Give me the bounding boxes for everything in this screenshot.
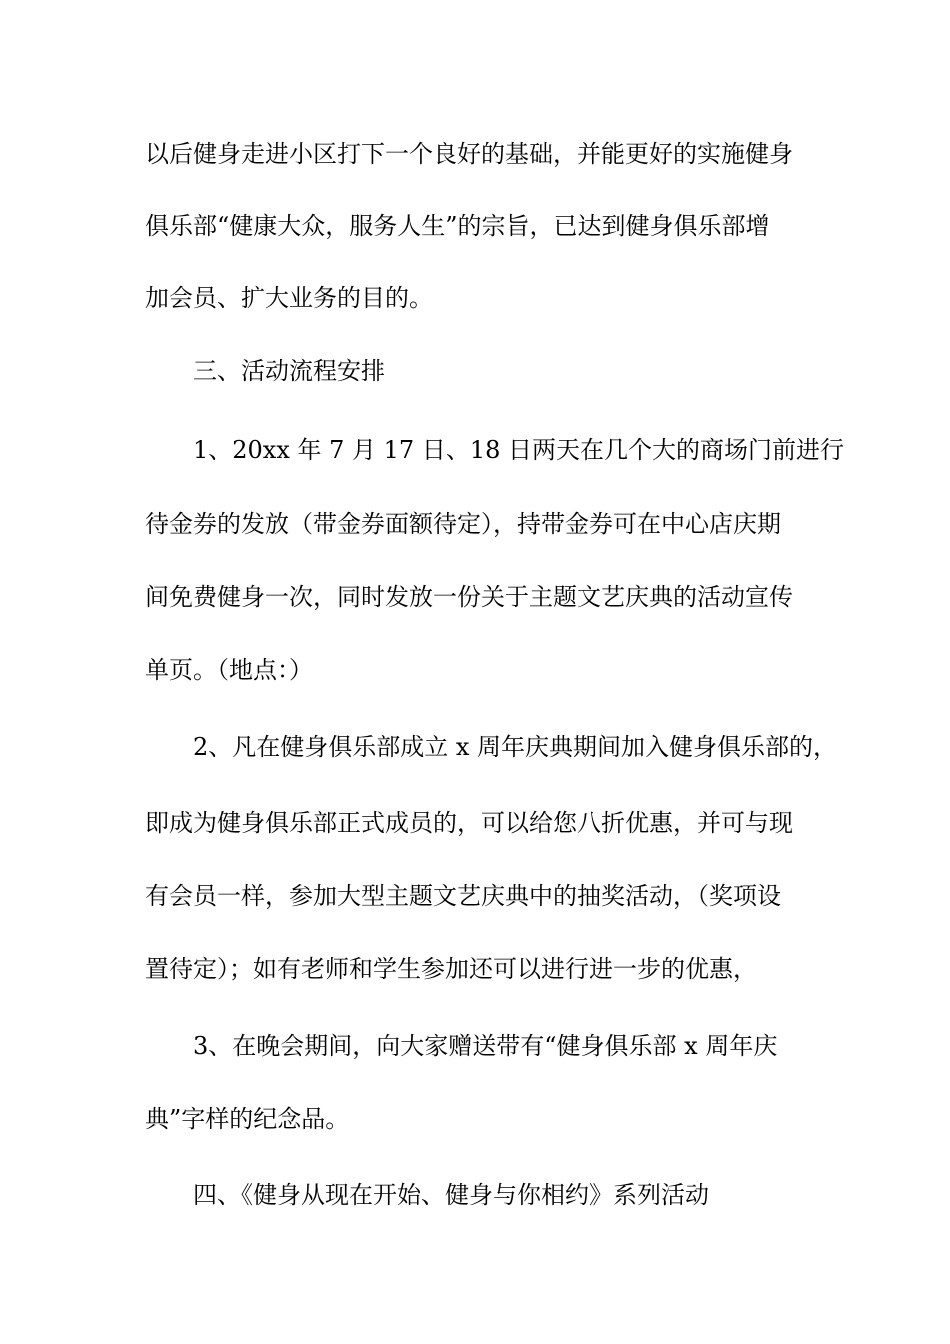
paragraph-line: 典”字样的纪念品。 (145, 1105, 350, 1133)
paragraph-line: 1、20xx 年 7 月 17 日、18 日两天在几个大的商场门前进行 (193, 436, 844, 464)
section-heading: 四、《健身从现在开始、健身与你相约》系列活动 (193, 1181, 709, 1209)
paragraph-line: 以后健身走进小区打下一个良好的基础，并能更好的实施健身 (145, 140, 793, 168)
section-heading: 三、活动流程安排 (193, 357, 385, 385)
paragraph-line: 加会员、扩大业务的目的。 (145, 284, 433, 312)
paragraph-line: 即成为健身俱乐部正式成员的，可以给您八折优惠，并可与现 (145, 809, 793, 837)
paragraph-line: 有会员一样，参加大型主题文艺庆典中的抽奖活动，（奖项设 (145, 882, 781, 910)
paragraph-line: 3、在晚会期间，向大家赠送带有“健身俱乐部 x 周年庆 (193, 1032, 778, 1060)
paragraph-line: 待金券的发放（带金券面额待定），持带金券可在中心店庆期 (145, 510, 781, 538)
paragraph-line: 2、凡在健身俱乐部成立 x 周年庆典期间加入健身俱乐部的， (193, 733, 838, 761)
paragraph-line: 俱乐部“健康大众，服务人生”的宗旨，已达到健身俱乐部增 (145, 212, 770, 240)
paragraph-line: 置待定）；如有老师和学生参加还可以进行进一步的优惠， (145, 955, 757, 983)
paragraph-line: 单页。（地点：） (145, 656, 313, 684)
paragraph-line: 间免费健身一次，同时发放一份关于主题文艺庆典的活动宣传 (145, 583, 793, 611)
